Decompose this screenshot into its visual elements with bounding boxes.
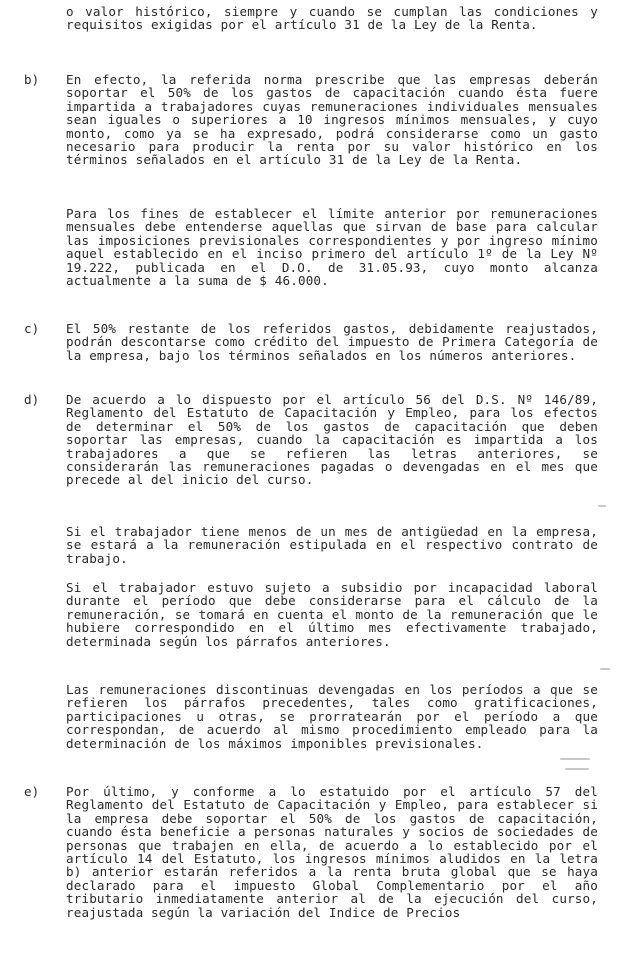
scan-speck (598, 505, 606, 507)
marker-d: d) (24, 392, 40, 407)
scan-speck (560, 758, 590, 760)
paragraph-d-antiguedad: Si el trabajador tiene menos de un mes de antigüedad en la empresa, se estará a la remuneración estipulada en el respectivo contrato de trabajo. (66, 524, 598, 566)
paragraph-d-discontinuas: Las remuneraciones discontinuas devengadas en los períodos a que se refieren los párrafos precedentes, tales como gratificaciones, participaciones u otras, se prorratearán por el período a que correspondan, de acuerdo al mismo procedimiento empleado para la determinación de los máximos imponibles previsionales. (66, 682, 598, 751)
paragraph-d: De acuerdo a lo dispuesto por el artículo 56 del D.S. Nº 146/89, Reglamento del Estatuto de Capacitación y Empleo, para los efectos de determinar el 50% de los gastos de capacitación que deben soportar las empresas, cuando la capacitación es impartida a los trabajadores a que se refieren las letras anteriores, se considerarán las remuneraciones pagadas o devengadas en el mes que precede al del inicio del curso. (66, 392, 598, 488)
paragraph-c: El 50% restante de los referidos gastos, debidamente reajustados, podrán descontarse como crédito del impuesto de Primera Categoría de la empresa, bajo los términos señalados en los números anteriores. (66, 321, 598, 363)
scan-speck (565, 768, 589, 770)
marker-e: e) (24, 784, 40, 799)
paragraph-e: Por último, y conforme a lo estatuido por el artículo 57 del Reglamento del Estatuto de Capacitación y Empleo, para establecer si la empresa debe soportar el 50% de los gastos de capacitación, cuando ésta beneficie a personas naturales y socios de sociedades de personas que trabajen en ella, de acuerdo a lo establecido por el artículo 14 del Estatuto, los ingresos mínimos aludidos en la letra b) anterior estarán referidos a la renta bruta global que se haya declarado para el impuesto Global Complementario por el año tributario inmediatamente anterior al de la ejecución del curso, reajustada según la variación del Indice de Precios (66, 784, 598, 920)
paragraph-b: En efecto, la referida norma prescribe que las empresas deberán soportar el 50% de los gastos de capacitación cuando ésta fuere impartida a trabajadores cuyas remuneraciones individuales mensuales sean iguales o superiores a 10 ingresos mínimos mensuales, y cuyo monto, como ya se ha expresado, podrá considerarse como un gasto necesario para producir la renta por su valor histórico en los términos señalados en el artículo 31 de la Ley de la Renta. (66, 72, 598, 168)
scan-speck (600, 668, 610, 670)
paragraph-continuation: o valor histórico, siempre y cuando se cumplan las condiciones y requisitos exigidas por el artículo 31 de la Ley de la Renta. (66, 4, 598, 33)
paragraph-d-subsidio: Si el trabajador estuvo sujeto a subsidio por incapacidad laboral durante el período que debe considerarse para el cálculo de la remuneración, se tomará en cuenta el monto de la remuneración que le hubiere correspondido en el último mes efectivamente trabajado, determinada según los párrafos anteriores. (66, 580, 598, 649)
marker-b: b) (24, 72, 40, 87)
paragraph-b-limit: Para los fines de establecer el límite anterior por remuneraciones mensuales debe entenderse aquellas que sirvan de base para calcular las imposiciones previsionales correspondientes y por ingreso mínimo aquel establecido en el inciso primero del artículo 1º de la Ley Nº 19.222, publicada en el D.O. de 31.05.93, cuyo monto alcanza actualmente a la suma de $ 46.000. (66, 206, 598, 289)
marker-c: c) (24, 321, 40, 336)
